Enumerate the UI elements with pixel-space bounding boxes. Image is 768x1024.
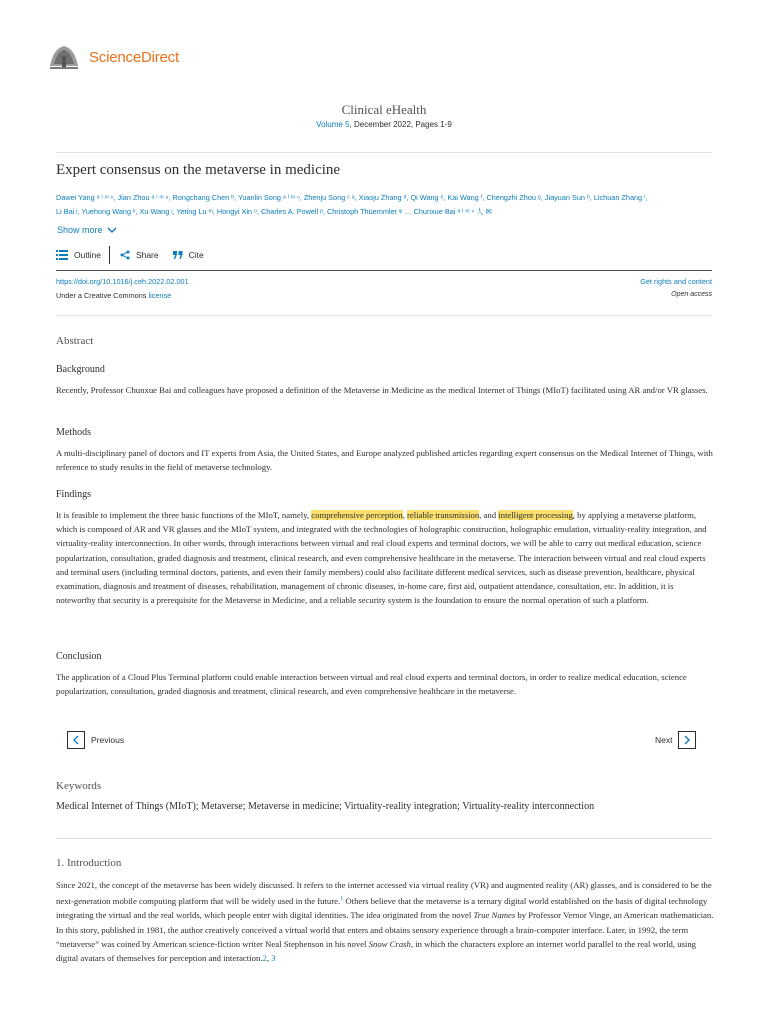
elsevier-tree-icon: [46, 42, 82, 72]
findings-separator: ,: [402, 510, 408, 520]
reference-separator: ,: [266, 952, 272, 963]
rights-link[interactable]: Get rights and content: [640, 277, 712, 286]
issue-details: , December 2022, Pages 1-9: [349, 120, 452, 129]
divider: [56, 152, 712, 153]
highlight-intelligent-processing[interactable]: intelligent processing: [498, 510, 573, 520]
highlight-reliable-transmission[interactable]: reliable transmission: [407, 510, 480, 520]
share-button[interactable]: [120, 250, 159, 260]
article-title: Expert consensus on the metaverse in medicine: [56, 162, 341, 178]
chevron-left-icon: [67, 731, 85, 749]
show-more-label: Show more: [57, 225, 103, 235]
findings-heading: Findings: [56, 489, 92, 500]
divider: [56, 838, 712, 839]
findings-body: , by applying a metaverse platform, which is composed of AR and VR glasses and the MIoT system, and integrated with the technologies of holographic construction, holographic emulation, virtuality-reality integration, and virtuality-reality interconnection. In other words, through interactions between virtual and real cloud experts and terminal doctors, we will be able to carry out medical education, science popularization, consultation, graded diagnosis and treatment, clinical research, and even comprehensive healthcare in the metaverse. The interaction between virtual and real cloud experts and terminal users (including terminal doctors, patients, and even their family members) could also facilitate different medical services, such as disease prevention, healthcare, physical examination, diagnosis and treatment of diseases, rehabilitation, management of chronic diseases, in-home care, first aid, outpatient attendance, consultation, etc. In addition, it is noteworthy that security is a prerequisite for the Metaverse in Medicine, and a reliable security system is the foundation to ensure the normal operation of such a platform.: [56, 510, 707, 606]
novel-title-true-names: True Names: [473, 910, 516, 921]
abstract-heading: Abstract: [56, 335, 94, 347]
background-text: Recently, Professor Chunxue Bai and colleagues have proposed a definition of the Metaverse in Medicine as the medical Internet of Things (MIoT) facilitated using AR and/or VR glasses.: [56, 385, 708, 395]
sciencedirect-logo[interactable]: [46, 42, 179, 72]
findings-text: [56, 508, 714, 607]
intro-text-part: , in which the characters explore an internet world parallel to the real world, using digital avatars of themselves for perception and interaction.: [56, 938, 697, 963]
divider: [56, 315, 712, 316]
show-more-button[interactable]: [57, 225, 117, 235]
previous-button[interactable]: [67, 731, 124, 749]
outline-label: Outline: [74, 250, 101, 260]
reference-link-3[interactable]: 3: [271, 952, 276, 963]
article-toolbar: [56, 246, 204, 264]
doi-link[interactable]: https://doi.org/10.1016/j.ceh.2022.02.001: [56, 277, 189, 286]
introduction-text: [56, 878, 714, 965]
author-line-1[interactable]: Dawei Yang ᵃ ˡ ᵐ ⁿ, Jian Zhou ᵃ ˡ ᵐ ⁿ, Rongchang Chen ᵇ, Yuanlin Song ᵃ ˡ ᵐ ⁿ, Zhenju Song ᶜ ᵃ, Xiaoju Zhang ᵈ, Qi Wang ᵉ, Kai Wang ᶠ, Chengzhi Zhou ᵍ, Jiayuan Sun ʰ, Lichuan Zhang ⁱ,: [56, 193, 648, 202]
author-list[interactable]: [56, 191, 712, 219]
divider: [56, 270, 712, 271]
journal-title[interactable]: Clinical eHealth: [341, 102, 427, 117]
share-label: Share: [135, 250, 159, 260]
volume-link[interactable]: Volume 5: [316, 120, 350, 129]
chevron-down-icon: [107, 227, 117, 234]
open-access-badge: Open access: [671, 291, 712, 298]
intro-text-part: by Professor Vernor Vinge, an American mathematician. In this story, published in 1981, the author creatively conceived a virtual world that enters and obtains sensory experience through a brain-computer interface. Later, in 1992, the term “metaverse” was coined by American science-fiction writer Neal Stephenson in his novel: [56, 910, 714, 949]
author-line-2[interactable]: Li Bai ʲ, Yuehong Wang ᵏ, Xu Wang ʲ, Yeting Lu ᵐ, Hongyi Xin ᵒ, Charles A. Powell ᵖ, Christoph Thüemmler ᵠ … Chunxue Bai ᵃ ˡ ᵐ ⁿ 人 ✉: [56, 207, 492, 216]
cite-label: Cite: [188, 250, 204, 260]
toolbar-separator: [109, 246, 110, 264]
next-button[interactable]: [655, 731, 696, 749]
methods-text: A multi-disciplinary panel of doctors and IT experts from Asia, the United States, and Europe analyzed published articles regarding expert consensus on the Medical Internet of Things, with reference to study results in the field of metaverse technology.: [56, 448, 713, 473]
brand-name: ScienceDirect: [89, 48, 179, 66]
highlight-comprehensive-perception[interactable]: comprehensive perception: [311, 510, 403, 520]
issue-info: [0, 120, 768, 129]
license-link[interactable]: license: [148, 291, 172, 300]
outline-list-icon: [56, 250, 68, 260]
intro-text-part: Since 2021, the concept of the metaverse has been widely discussed. It refers to the internet accessed via virtual reality (VR) and augmented reality (AR) glasses, and is considered to be the next-generation mobile computing platform that will be widely used in the future.: [56, 880, 712, 907]
conclusion-text: The application of a Cloud Plus Terminal platform could enable interaction between virtual and real cloud experts and terminal doctors, in order to realize medical education, science popularization, consultation, graded diagnosis and treatment, clinical research, and even comprehensive healthcare in the metaverse.: [56, 672, 687, 697]
intro-text-part: Others believe that the metaverse is a ternary digital world established on the basis of digital technology integrating the virtual and the real worlds, which people enter with digital identities. The idea originated from the novel: [56, 896, 708, 921]
cite-button[interactable]: [173, 250, 204, 260]
background-heading: Background: [56, 364, 105, 375]
previous-label: Previous: [91, 735, 125, 745]
license-prefix: Under a Creative Commons: [56, 291, 149, 300]
methods-heading: Methods: [56, 427, 91, 438]
reference-link-1[interactable]: 1: [340, 896, 344, 903]
share-icon: [120, 250, 130, 260]
next-label: Next: [655, 735, 673, 745]
novel-title-snow-crash: Snow Crash: [368, 938, 411, 949]
findings-intro: It is feasible to implement the three basic functions of the MIoT, namely,: [56, 510, 312, 520]
license-text: [56, 291, 171, 300]
chevron-right-icon: [678, 731, 696, 749]
introduction-heading: 1. Introduction: [56, 857, 122, 869]
findings-separator: , and: [479, 510, 499, 520]
outline-button[interactable]: [56, 250, 101, 260]
keyword-list: Medical Internet of Things (MIoT); Metaverse; Metaverse in medicine; Virtuality-reality integration; Virtuality-reality interconnection: [56, 801, 595, 812]
reference-link-2[interactable]: 2: [262, 952, 267, 963]
keywords-heading: Keywords: [56, 780, 102, 792]
conclusion-heading: Conclusion: [56, 651, 102, 662]
quote-icon: [173, 251, 183, 259]
